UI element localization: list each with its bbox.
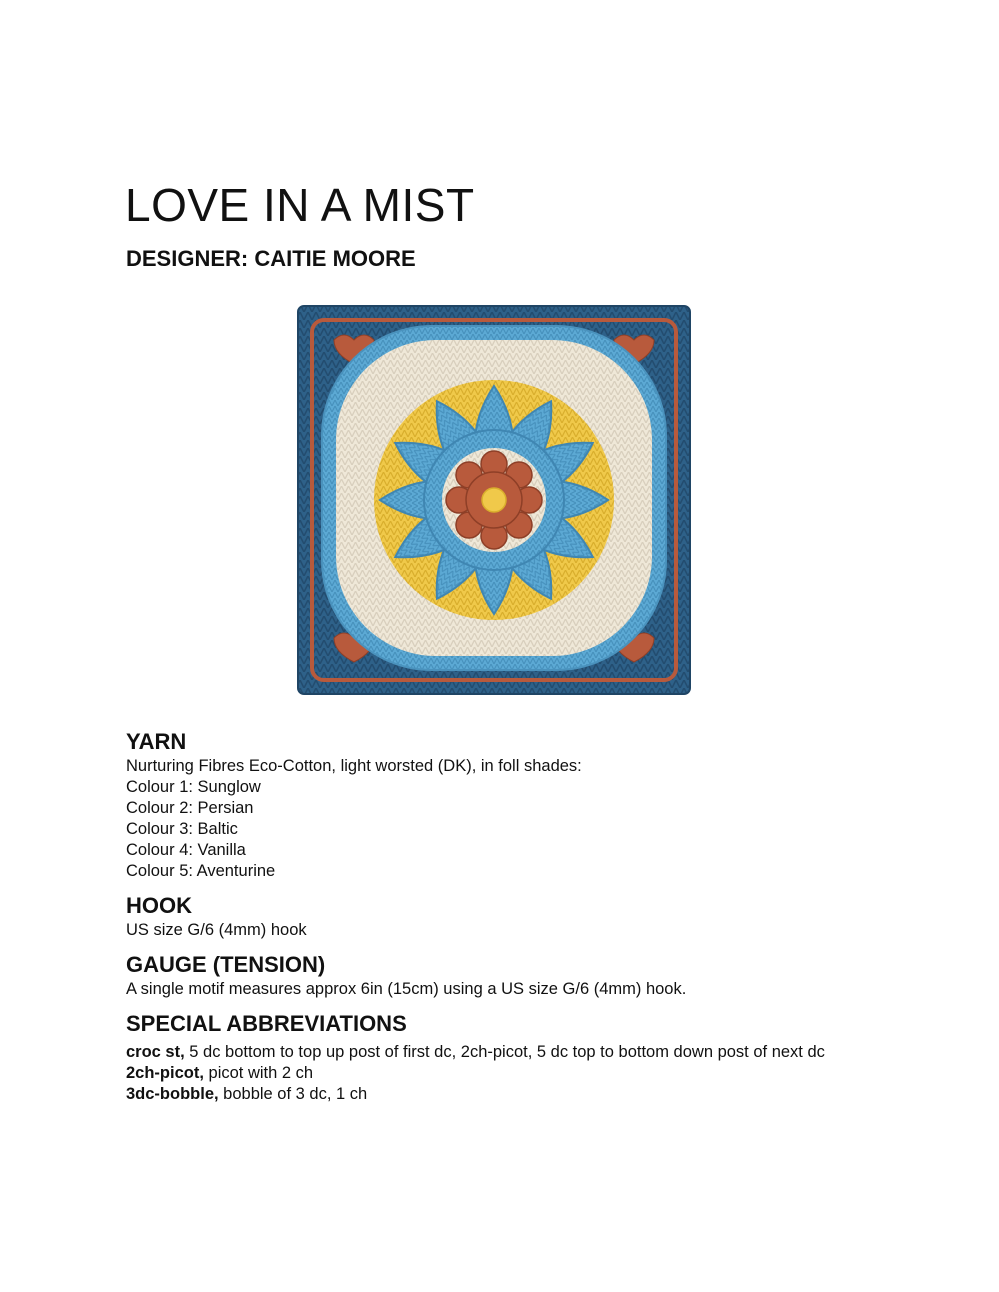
abbreviation-definition: bobble of 3 dc, 1 ch [218, 1085, 368, 1103]
abbreviations-heading: SPECIAL ABBREVIATIONS [126, 1011, 407, 1036]
abbreviation-definition: picot with 2 ch [203, 1064, 314, 1082]
abbreviation-term: croc st, [126, 1043, 185, 1061]
pattern-details [126, 728, 886, 1105]
abbreviation-term: 2ch-picot, [126, 1064, 204, 1082]
abbreviation-term: 3dc-bobble, [126, 1085, 219, 1103]
yarn-colour: Colour 5: Aventurine [126, 862, 276, 880]
yarn-heading: YARN [126, 729, 187, 754]
abbreviation-definition: 5 dc bottom to top up post of first dc, 2ch-picot, 5 dc top to bottom down post of next dc [184, 1043, 825, 1061]
yarn-colour: Colour 1: Sunglow [126, 778, 261, 796]
yarn-colour: Colour 3: Baltic [126, 820, 238, 838]
hook-heading: HOOK [126, 893, 192, 918]
pattern-title: LOVE IN A MIST [125, 179, 475, 231]
gauge-text: A single motif measures approx 6in (15cm) using a US size G/6 (4mm) hook. [126, 980, 687, 998]
abbreviation-item [126, 1063, 886, 1084]
designer-credit: DESIGNER: CAITIE MOORE [126, 246, 416, 271]
yarn-colour: Colour 4: Vanilla [126, 841, 246, 859]
gauge-heading: GAUGE (TENSION) [126, 952, 326, 977]
yarn-description: Nurturing Fibres Eco-Cotton, light worsted (DK), in foll shades: [126, 757, 582, 775]
yarn-colour: Colour 2: Persian [126, 799, 254, 817]
abbreviation-item [126, 1042, 886, 1063]
hook-text: US size G/6 (4mm) hook [126, 921, 307, 939]
granny-square-photo [296, 304, 692, 696]
abbreviation-item [126, 1084, 886, 1105]
